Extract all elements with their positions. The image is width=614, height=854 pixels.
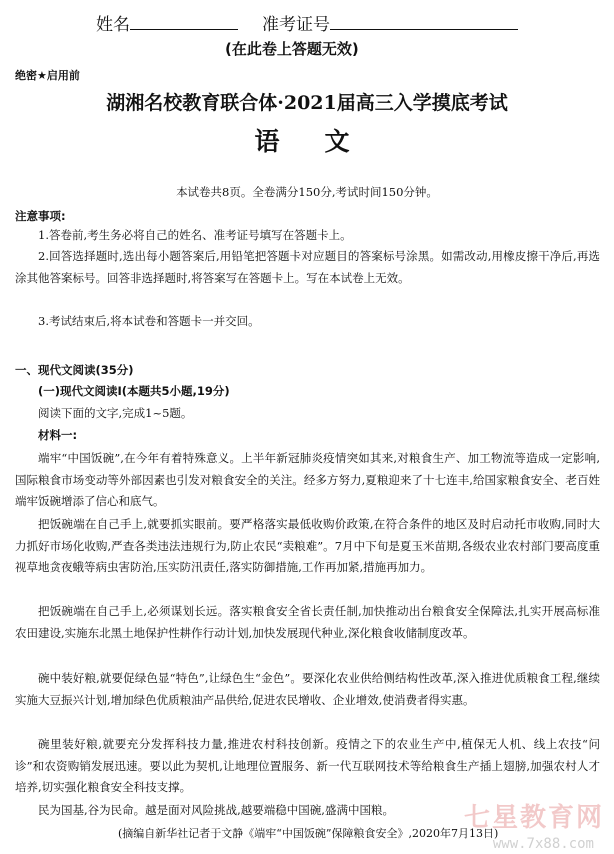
paragraph-3: 把饭碗端在自己手上,必须谋划长远。落实粮食安全省长责任制,加快推动出台粮食安全保障法,扎实开展高标准农田建设,实施东北黑土地保护性耕作行动计划,加快发展现代种业,深化粮食收储制度改革。: [15, 604, 600, 640]
section-title: 一、现代文阅读(35分): [15, 363, 134, 377]
paragraph-4: 碗中装好粮,就要促绿色显“特色”,让绿色生“金色”。要深化农业供给侧结构性改革,深入推进优质粮食工程,继续实施大豆振兴计划,增加绿色优质粮油产品供给,促进农民增收、企业增效,使消费者得实惠。: [15, 671, 600, 707]
name-underline: [130, 13, 238, 30]
exam-number-field: [262, 10, 518, 35]
watermark-url: www.7x88.com: [492, 836, 594, 852]
name-label: 姓名: [96, 15, 130, 35]
exam-title: 湖湘名校教育联合体·2021届高三入学摸底考试: [106, 92, 508, 114]
header-note: (在此卷上答题无效): [225, 40, 359, 58]
exam-number-underline: [330, 13, 518, 30]
notice-item-2: 2.回答选择题时,选出每小题答案后,用铅笔把答题卡对应题目的答案标号涂黑。如需改动,用橡皮擦干净后,再选涂其他答案标号。回答非选择题时,将答案写在答题卡上。写在本试卷上无效。: [15, 249, 600, 285]
subject-title: 语 文: [254, 127, 360, 156]
reading-instruction: 阅读下面的文字,完成1~5题。: [38, 406, 193, 420]
watermark-brand: 七星教育网: [463, 803, 604, 833]
secret-mark: 绝密★启用前: [15, 69, 80, 82]
exam-number-label: 准考证号: [262, 15, 330, 35]
notice-item-3: 3.考试结束后,将本试卷和答题卡一并交回。: [38, 314, 260, 328]
paragraph-2: 把饭碗端在自己手上,就要抓实眼前。要严格落实最低收购价政策,在符合条件的地区及时启动托市收购,同时大力抓好市场化收购,严查各类违法违规行为,防止农民“卖粮难”。7月中下旬是夏玉米苗期,各级农业农村部门要高度重视草地贪夜蛾等病虫害防治,压实防汛责任,落实防御措施,工作再加紧,措施再加力。: [15, 517, 600, 574]
paragraph-1: 端牢“中国饭碗”,在今年有着特殊意义。上半年新冠肺炎疫情突如其来,对粮食生产、加工物流等造成一定影响,国际粮食市场变动等外部因素也引发对粮食安全的关注。经多方努力,夏粮迎来了十七连丰,给国家粮食安全、老百姓端牢饭碗增添了信心和底气。: [15, 451, 600, 508]
source-citation: (摘编自新华社记者于文静《端牢“中国饭碗”保障粮食安全》,2020年7月13日): [118, 827, 499, 840]
paragraph-6: 民为国基,谷为民命。越是面对风险挑战,越要端稳中国碗,盛满中国粮。: [38, 803, 394, 817]
notice-title: 注意事项:: [15, 209, 66, 223]
name-field: [96, 10, 238, 35]
paragraph-5: 碗里装好粮,就要充分发挥科技力量,推进农村科技创新。疫情之下的农业生产中,植保无人机、线上农技“问诊”和农资购销发展迅速。要以此为契机,让地理位置服务、新一代互联网技术等给粮食生产插上翅膀,加强农村人才培养,切实强化粮食安全科技支撑。: [15, 737, 600, 794]
exam-info: 本试卷共8页。全卷满分150分,考试时间150分钟。: [176, 185, 438, 199]
material-label: 材料一:: [38, 428, 78, 442]
notice-item-1: 1.答卷前,考生务必将自己的姓名、准考证号填写在答题卡上。: [38, 228, 352, 242]
subsection-title: (一)现代文阅读Ⅰ(本题共5小题,19分): [38, 384, 230, 398]
